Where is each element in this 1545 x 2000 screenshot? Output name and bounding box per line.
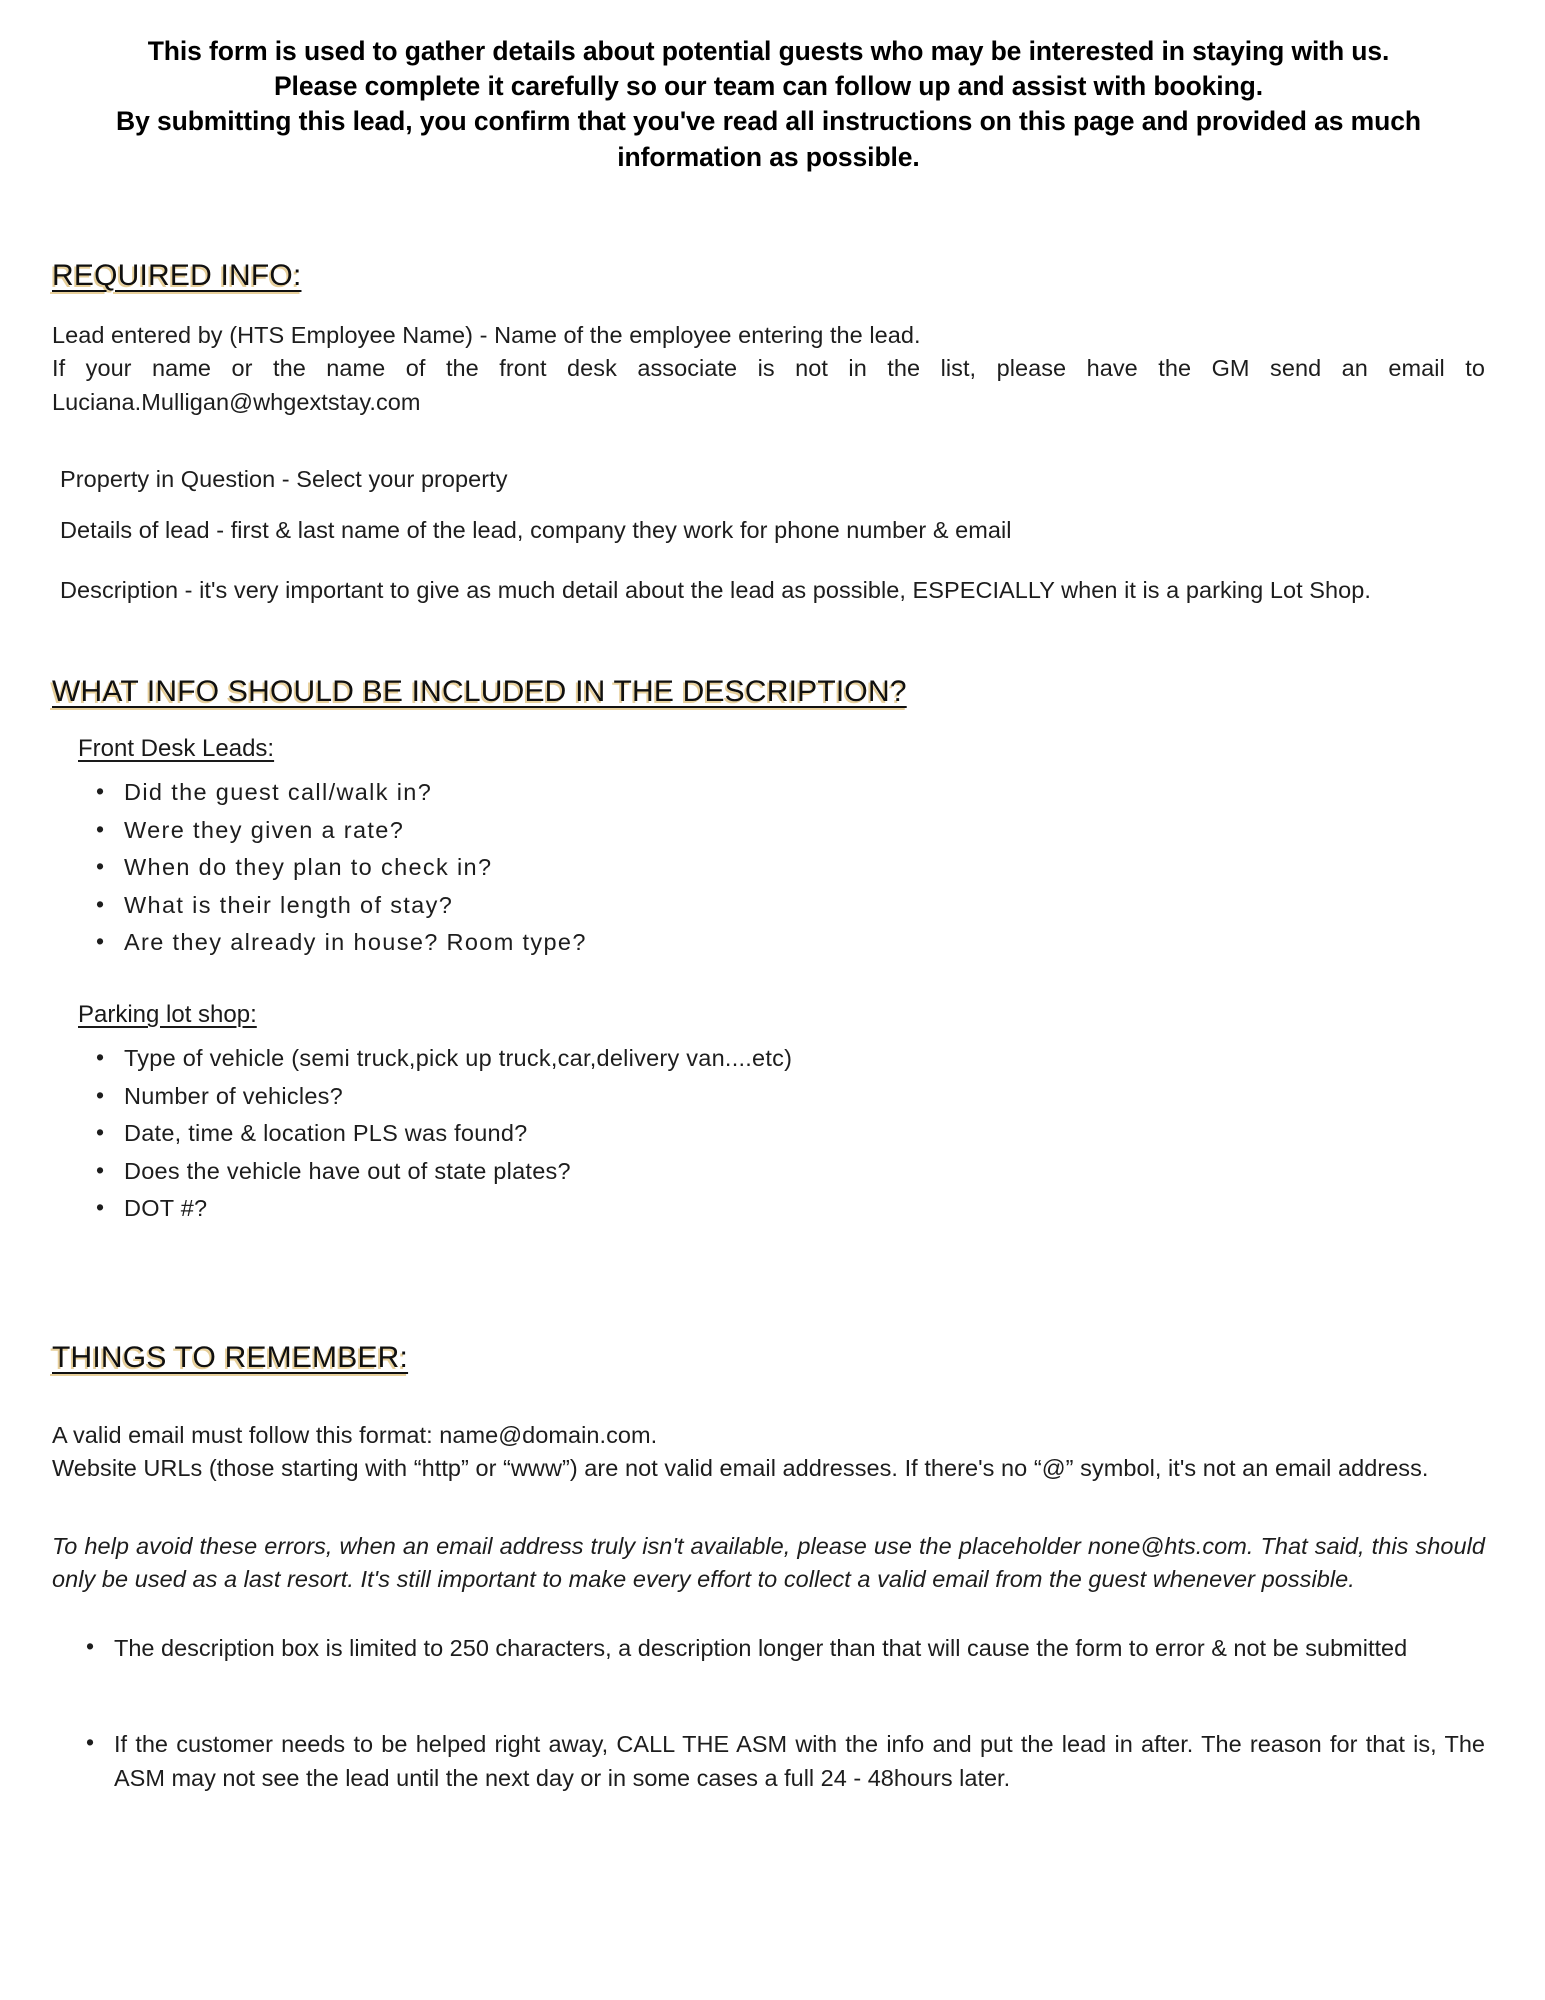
parking-lot-shop-subheading: Parking lot shop:	[78, 1001, 257, 1029]
things-to-remember-list-1	[52, 1632, 1485, 1666]
intro-line-4: information as possible.	[617, 141, 920, 172]
description-requirement-text: Description - it's very important to give as much detail about the lead as possible, ESPECIALLY when it is a parking Lot Shop.	[60, 576, 1371, 603]
list-item: • Does the vehicle have out of state plates?	[78, 1156, 1485, 1188]
list-item: • Were they given a rate?	[78, 815, 1485, 847]
parking-lot-shop-block	[78, 1001, 1485, 1225]
things-to-remember-section	[52, 1341, 1485, 1795]
intro-line-2: Please complete it carefully so our team can follow up and assist with booking.	[273, 71, 1264, 102]
description-info-section	[52, 675, 1485, 1225]
intro-paragraph	[92, 34, 1445, 175]
details-of-lead-text: Details of lead - first & last name of the lead, company they work for phone number & email	[60, 517, 1012, 544]
things-to-remember-heading-wrap	[52, 1341, 1485, 1375]
list-item: • Date, time & location PLS was found?	[78, 1118, 1485, 1150]
property-in-question-text: Property in Question - Select your property	[60, 466, 508, 493]
list-item: • DOT #?	[78, 1193, 1485, 1225]
list-item: • If the customer needs to be helped right away, CALL THE ASM with the info and put the lead in after. The reason for that is, The ASM may not see the lead until the next day or in some cases a full 24 - 48hours later.	[70, 1728, 1485, 1795]
gm-email-note-text: If your name or the name of the front desk associate is not in the list, please have the GM send an email to Luciana.Mulligan@whgextstay.com	[52, 355, 1485, 415]
list-item: • Number of vehicles?	[78, 1081, 1485, 1113]
list-item: • The description box is limited to 250 characters, a description longer than that will cause the form to error & not be submitted	[70, 1632, 1485, 1666]
placeholder-email-note-text: To help avoid these errors, when an email address truly isn't available, please use the placeholder none@hts.com. That said, this should only be used as a last resort. It's still important to make every effort to collect a valid email from the guest whenever possible.	[52, 1532, 1485, 1593]
list-item: • When do they plan to check in?	[78, 852, 1485, 884]
description-info-heading: WHAT INFO SHOULD BE INCLUDED IN THE DESCRIPTION?	[52, 675, 907, 709]
required-info-section	[52, 259, 1485, 607]
list-item: • What is their length of stay?	[78, 890, 1485, 922]
things-to-remember-heading: THINGS TO REMEMBER:	[52, 1341, 409, 1375]
list-item: • Are they already in house? Room type?	[78, 927, 1485, 959]
front-desk-leads-subheading: Front Desk Leads:	[78, 735, 275, 763]
url-not-email-text: Website URLs (those starting with “http” or “www”) are not valid email addresses. If there's no “@” symbol, it's not an email address.	[52, 1455, 1429, 1482]
list-item: • Did the guest call/walk in?	[78, 777, 1485, 809]
email-format-text: A valid email must follow this format: name@domain.com.	[52, 1422, 658, 1449]
parking-lot-shop-list	[78, 1043, 1485, 1225]
required-info-heading: REQUIRED INFO:	[52, 258, 302, 292]
required-info-heading-wrap	[52, 259, 1485, 293]
intro-line-1: This form is used to gather details about potential guests who may be interested in staying with us.	[147, 36, 1390, 66]
description-info-heading-wrap	[52, 675, 1485, 709]
lead-entered-by-text: Lead entered by (HTS Employee Name) - Name of the employee entering the lead.	[52, 321, 921, 348]
things-to-remember-list-2	[52, 1728, 1485, 1795]
front-desk-leads-list	[78, 777, 1485, 959]
list-item: • Type of vehicle (semi truck,pick up truck,car,delivery van....etc)	[78, 1043, 1485, 1075]
intro-line-3: By submitting this lead, you confirm that you've read all instructions on this page and provided as much	[116, 106, 1421, 137]
front-desk-leads-block	[78, 735, 1485, 959]
